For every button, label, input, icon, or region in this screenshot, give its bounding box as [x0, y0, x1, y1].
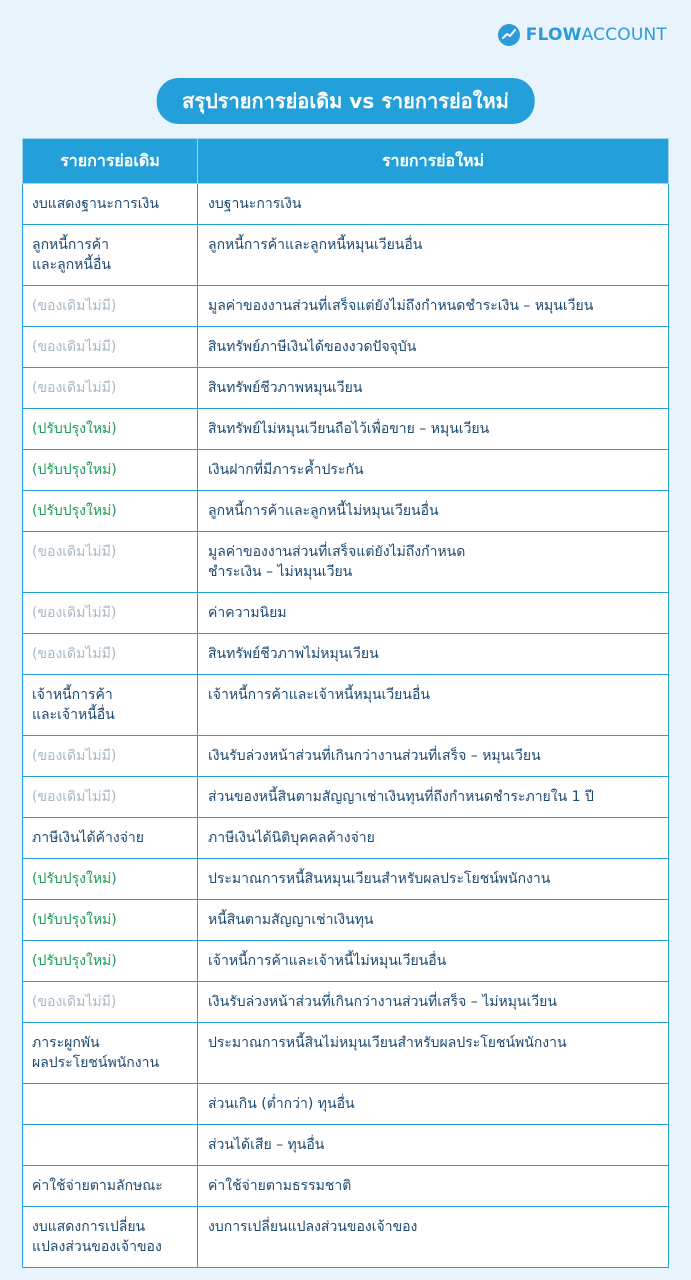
old-item-cell: (ของเดิมไม่มี): [23, 532, 198, 593]
table-row: [23, 1166, 669, 1207]
new-item-cell: มูลค่าของงานส่วนที่เสร็จแต่ยังไม่ถึงกำหนดชำระเงิน – หมุนเวียน: [198, 286, 669, 327]
table-row: [23, 450, 669, 491]
new-item-cell: งบการเปลี่ยนแปลงส่วนของเจ้าของ: [198, 1207, 669, 1268]
new-item-cell: ส่วนของหนี้สินตามสัญญาเช่าเงินทุนที่ถึงกำหนดชำระภายใน 1 ปี: [198, 777, 669, 818]
new-item-cell: เจ้าหนี้การค้าและเจ้าหนี้ไม่หมุนเวียนอื่น: [198, 941, 669, 982]
table-row: [23, 409, 669, 450]
new-item-cell: งบฐานะการเงิน: [198, 184, 669, 225]
old-item-cell: งบแสดงฐานะการเงิน: [23, 184, 198, 225]
old-item-cell: (ของเดิมไม่มี): [23, 736, 198, 777]
table-row: [23, 1125, 669, 1166]
table-row: [23, 532, 669, 593]
table-row: [23, 900, 669, 941]
new-item-cell: หนี้สินตามสัญญาเช่าเงินทุน: [198, 900, 669, 941]
new-item-cell: ประมาณการหนี้สินหมุนเวียนสำหรับผลประโยชน์พนักงาน: [198, 859, 669, 900]
old-item-cell: (ปรับปรุงใหม่): [23, 409, 198, 450]
table-row: [23, 859, 669, 900]
old-item-cell: (ของเดิมไม่มี): [23, 593, 198, 634]
table-row: [23, 941, 669, 982]
new-item-cell: ส่วนเกิน (ต่ำกว่า) ทุนอื่น: [198, 1084, 669, 1125]
new-item-cell: ภาษีเงินได้นิติบุคคลค้างจ่าย: [198, 818, 669, 859]
old-item-cell: (ปรับปรุงใหม่): [23, 491, 198, 532]
new-item-cell: มูลค่าของงานส่วนที่เสร็จแต่ยังไม่ถึงกำหนด ชำระเงิน – ไม่หมุนเวียน: [198, 532, 669, 593]
old-item-cell: (ปรับปรุงใหม่): [23, 900, 198, 941]
old-item-cell: (ปรับปรุงใหม่): [23, 450, 198, 491]
table-row: [23, 675, 669, 736]
old-item-cell: (ของเดิมไม่มี): [23, 327, 198, 368]
table-row: [23, 593, 669, 634]
new-item-cell: สินทรัพย์ชีวภาพหมุนเวียน: [198, 368, 669, 409]
new-item-cell: เงินรับล่วงหน้าส่วนที่เกินกว่างานส่วนที่เสร็จ – ไม่หมุนเวียน: [198, 982, 669, 1023]
table-row: [23, 1084, 669, 1125]
comparison-table: [22, 138, 669, 1268]
new-item-cell: เงินรับล่วงหน้าส่วนที่เกินกว่างานส่วนที่เสร็จ – หมุนเวียน: [198, 736, 669, 777]
old-item-cell: [23, 1125, 198, 1166]
old-item-cell: ลูกหนี้การค้า และลูกหนี้อื่น: [23, 225, 198, 286]
old-item-cell: (ของเดิมไม่มี): [23, 777, 198, 818]
table-row: [23, 777, 669, 818]
header-new: รายการย่อใหม่: [198, 139, 669, 184]
old-item-cell: เจ้าหนี้การค้า และเจ้าหนี้อื่น: [23, 675, 198, 736]
new-item-cell: ประมาณการหนี้สินไม่หมุนเวียนสำหรับผลประโยชน์พนักงาน: [198, 1023, 669, 1084]
new-item-cell: เงินฝากที่มีภาระค้ำประกัน: [198, 450, 669, 491]
new-item-cell: ลูกหนี้การค้าและลูกหนี้หมุนเวียนอื่น: [198, 225, 669, 286]
new-item-cell: เจ้าหนี้การค้าและเจ้าหนี้หมุนเวียนอื่น: [198, 675, 669, 736]
table-row: [23, 1023, 669, 1084]
old-item-cell: (ของเดิมไม่มี): [23, 368, 198, 409]
table-row: [23, 1207, 669, 1268]
new-item-cell: สินทรัพย์ชีวภาพไม่หมุนเวียน: [198, 634, 669, 675]
table-row: [23, 634, 669, 675]
table-row: [23, 286, 669, 327]
old-item-cell: งบแสดงการเปลี่ยน แปลงส่วนของเจ้าของ: [23, 1207, 198, 1268]
brand-name: FLOWACCOUNT: [525, 25, 667, 45]
old-item-cell: (ของเดิมไม่มี): [23, 286, 198, 327]
old-item-cell: (ของเดิมไม่มี): [23, 982, 198, 1023]
new-item-cell: ส่วนได้เสีย – ทุนอื่น: [198, 1125, 669, 1166]
new-item-cell: สินทรัพย์ไม่หมุนเวียนถือไว้เพื่อขาย – หมุนเวียน: [198, 409, 669, 450]
old-item-cell: ภาระผูกพัน ผลประโยชน์พนักงาน: [23, 1023, 198, 1084]
table-row: [23, 982, 669, 1023]
old-item-cell: [23, 1084, 198, 1125]
new-item-cell: ลูกหนี้การค้าและลูกหนี้ไม่หมุนเวียนอื่น: [198, 491, 669, 532]
header-old: รายการย่อเดิม: [23, 139, 198, 184]
old-item-cell: ค่าใช้จ่ายตามลักษณะ: [23, 1166, 198, 1207]
table-row: [23, 368, 669, 409]
brand-logo: [498, 24, 667, 46]
new-item-cell: ค่าใช้จ่ายตามธรรมชาติ: [198, 1166, 669, 1207]
old-item-cell: (ปรับปรุงใหม่): [23, 859, 198, 900]
table-row: [23, 736, 669, 777]
old-item-cell: ภาษีเงินได้ค้างจ่าย: [23, 818, 198, 859]
table-row: [23, 327, 669, 368]
chart-trend-icon: [498, 24, 520, 46]
table-row: [23, 225, 669, 286]
table-row: [23, 184, 669, 225]
table-row: [23, 818, 669, 859]
page-title: สรุปรายการย่อเดิม vs รายการย่อใหม่: [156, 78, 535, 124]
table-row: [23, 491, 669, 532]
new-item-cell: สินทรัพย์ภาษีเงินได้ของงวดปัจจุบัน: [198, 327, 669, 368]
new-item-cell: ค่าความนิยม: [198, 593, 669, 634]
table-header-row: [23, 139, 669, 184]
old-item-cell: (ของเดิมไม่มี): [23, 634, 198, 675]
old-item-cell: (ปรับปรุงใหม่): [23, 941, 198, 982]
